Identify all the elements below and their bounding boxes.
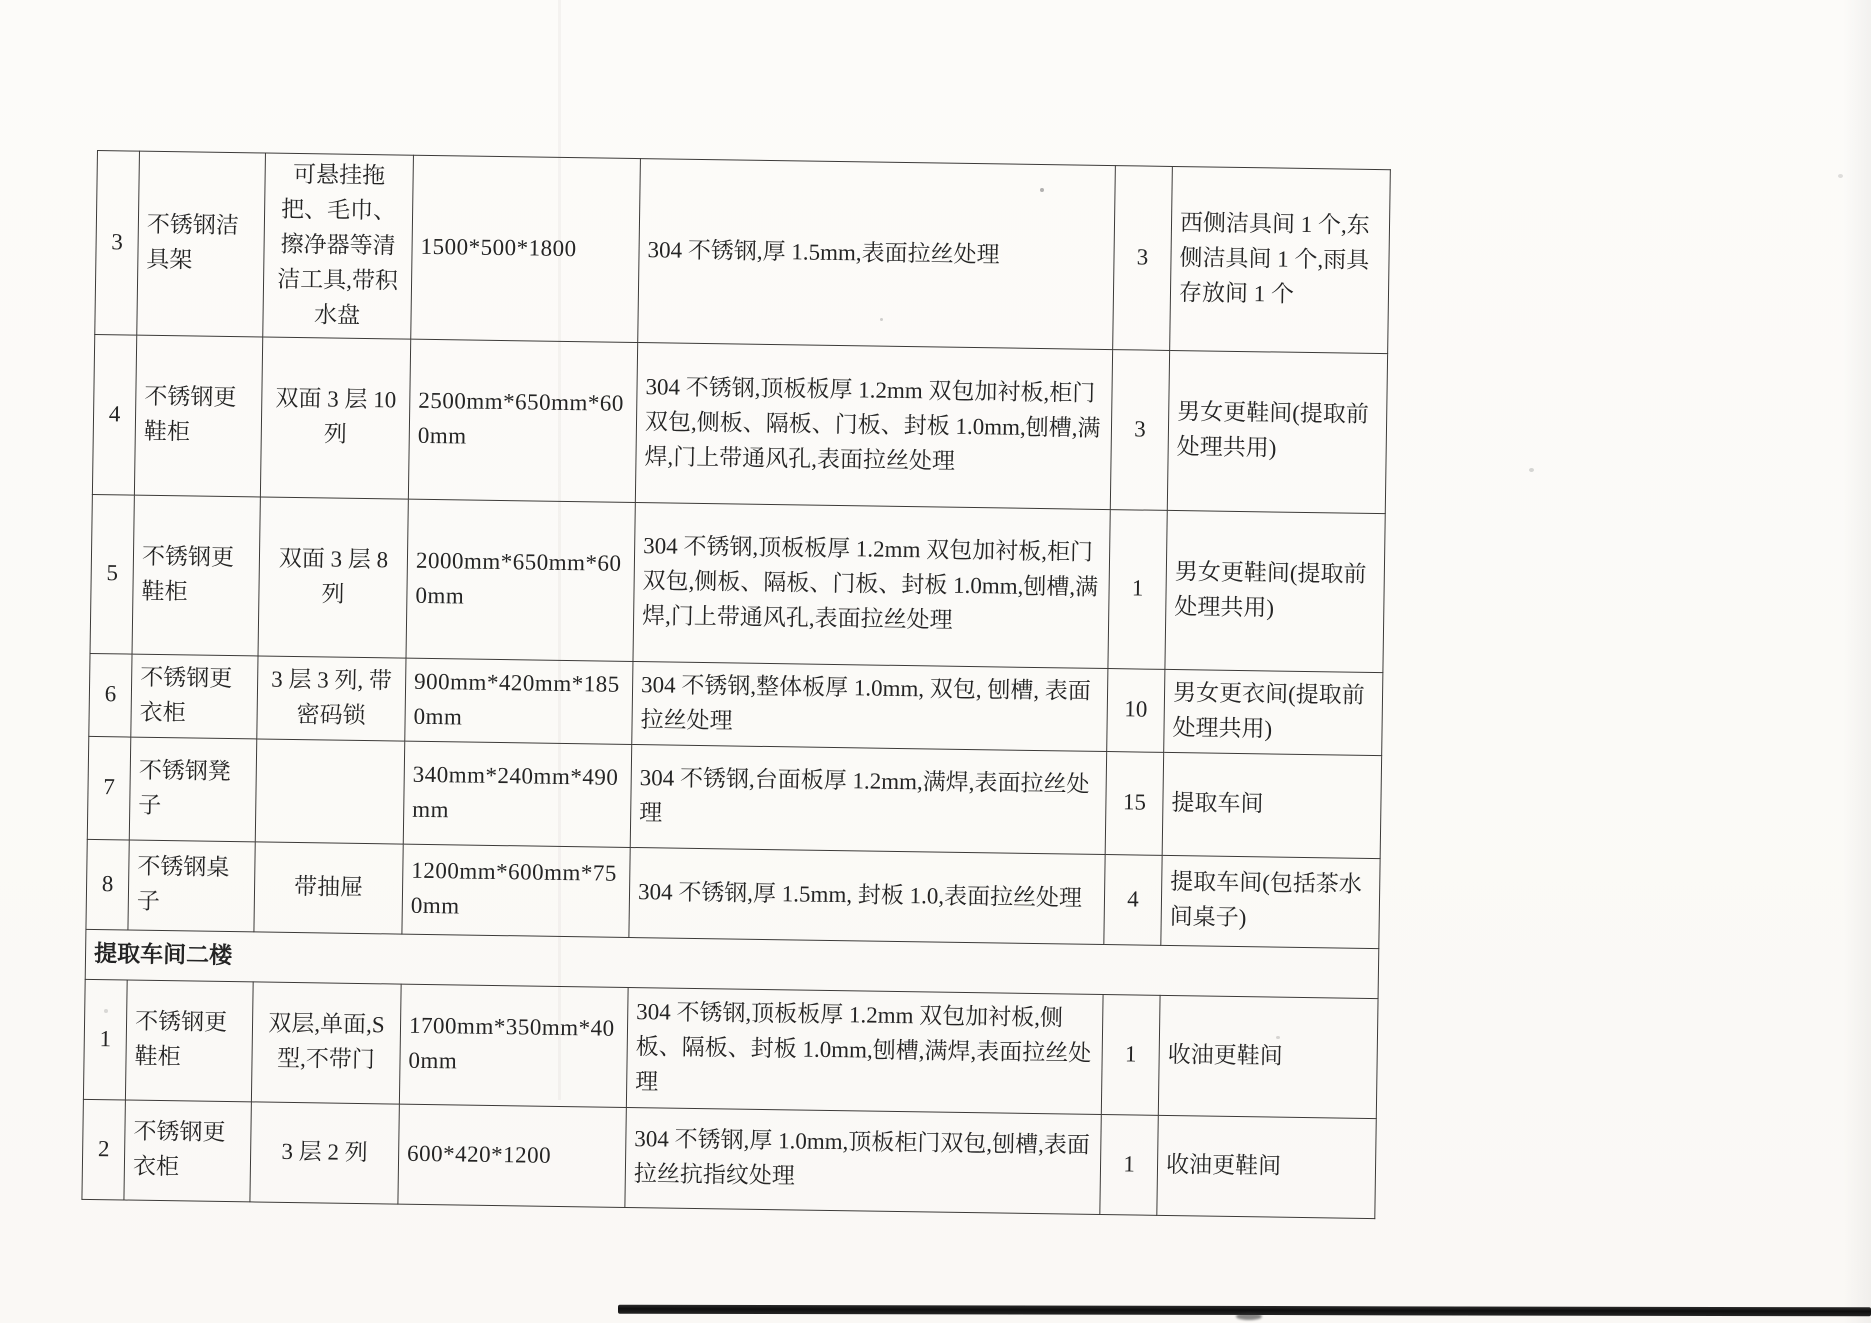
table-row [87,736,1381,858]
cell-desc: 双面 3 层 8 列 [258,497,408,658]
cell-desc: 带抽屉 [254,842,403,934]
cell-qty: 3 [1110,349,1169,510]
cell-dims: 2000mm*650mm*600mm [406,499,635,661]
scan-speck [1040,188,1044,192]
cell-name: 不锈钢更鞋柜 [134,335,262,497]
table-row [95,151,1391,354]
section-header-label: 提取车间二楼 [85,929,1379,998]
table-row [90,494,1385,672]
cell-location: 男女更衣间(提取前处理共用) [1164,669,1383,755]
cell-desc: 3 层 2 列 [250,1102,399,1204]
scan-edge-blob [1236,1313,1262,1320]
table-row [92,334,1387,513]
cell-name: 不锈钢更鞋柜 [125,980,253,1102]
cell-desc [255,739,405,844]
cell-location: 收油更鞋间 [1157,1115,1376,1218]
cell-qty: 1 [1101,994,1160,1115]
cell-no: 4 [92,334,136,495]
table-skew-wrapper [81,150,1390,1219]
cell-qty: 10 [1107,668,1165,752]
cell-location: 西侧洁具间 1 个,东侧洁具间 1 个,雨具存放间 1 个 [1170,166,1391,353]
cell-dims: 1500*500*1800 [411,155,641,342]
cell-dims: 600*420*1200 [398,1104,626,1207]
cell-qty: 4 [1104,854,1162,945]
cell-location: 男女更鞋间(提取前处理共用) [1167,350,1387,513]
cell-no: 2 [82,1099,125,1200]
cell-dims: 1200mm*600mm*750mm [402,844,630,937]
cell-dims: 2500mm*650mm*600mm [408,339,637,502]
cell-qty: 1 [1108,509,1167,669]
cell-name: 不锈钢凳子 [129,737,257,842]
cell-desc: 双面 3 层 10 列 [260,337,410,499]
cell-no: 5 [90,494,134,654]
cell-qty: 15 [1105,751,1164,855]
cell-name: 不锈钢洁具架 [137,151,266,337]
cell-dims: 340mm*240mm*490mm [403,741,632,847]
cell-name: 不锈钢更鞋柜 [132,495,260,656]
cell-location: 提取车间 [1162,752,1382,858]
cell-name: 不锈钢更衣柜 [124,1100,251,1202]
scan-speck [880,318,883,321]
scan-speck [104,1009,108,1013]
cell-qty: 1 [1100,1114,1158,1215]
cell-dims: 900mm*420mm*1850mm [405,658,633,744]
scan-speck [1838,174,1843,178]
cell-location: 收油更鞋间 [1158,995,1378,1118]
equipment-spec-table [81,150,1390,1219]
cell-no: 8 [86,839,129,930]
cell-no: 3 [95,151,140,335]
cell-qty: 3 [1113,166,1173,351]
cell-name: 不锈钢桌子 [128,840,255,932]
cell-spec: 304 不锈钢,厚 1.5mm,表面拉丝处理 [638,159,1116,350]
table-row [82,1099,1376,1218]
cell-desc: 可悬挂拖把、毛巾、擦净器等清洁工具,带积水盘 [263,153,414,339]
cell-location: 男女更鞋间(提取前处理共用) [1165,510,1385,672]
table-row [83,979,1378,1118]
cell-spec: 304 不锈钢,顶板板厚 1.2mm 双包加衬板,柜门双包,侧板、隔板、门板、封板 1.0mm,刨槽,满焊,门上带通风孔,表面拉丝处理 [635,342,1112,509]
cell-no: 1 [83,979,127,1100]
cell-spec: 304 不锈钢,顶板板厚 1.2mm 双包加衬板,侧板、隔板、封板 1.0mm,刨槽,满焊,表面拉丝处理 [626,987,1103,1114]
cell-spec: 304 不锈钢,厚 1.5mm, 封板 1.0,表面拉丝处理 [629,847,1105,944]
equipment-table-body [82,151,1390,1219]
cell-dims: 1700mm*350mm*400mm [399,984,628,1107]
cell-desc: 3 层 3 列, 带密码锁 [257,656,406,741]
cell-spec: 304 不锈钢,厚 1.0mm,顶板柜门双包,刨槽,表面拉丝抗指纹处理 [625,1107,1101,1214]
cell-name: 不锈钢更衣柜 [131,654,258,739]
cell-spec: 304 不锈钢,台面板厚 1.2mm,满焊,表面拉丝处理 [630,744,1106,854]
cell-desc: 双层,单面,S 型,不带门 [251,982,401,1104]
cell-spec: 304 不锈钢,整体板厚 1.0mm, 双包, 刨槽, 表面拉丝处理 [632,661,1108,751]
cell-no: 7 [87,736,131,840]
cell-location: 提取车间(包括茶水间桌子) [1161,855,1380,948]
scan-speck [1529,468,1534,472]
cell-no: 6 [89,653,132,737]
cell-spec: 304 不锈钢,顶板板厚 1.2mm 双包加衬板,柜门双包,侧板、隔板、门板、封板 1.0mm,刨槽,满焊,门上带通风孔,表面拉丝处理 [633,502,1110,668]
scan-edge-shade [1843,0,1871,1323]
scan-speck [1276,1036,1280,1039]
